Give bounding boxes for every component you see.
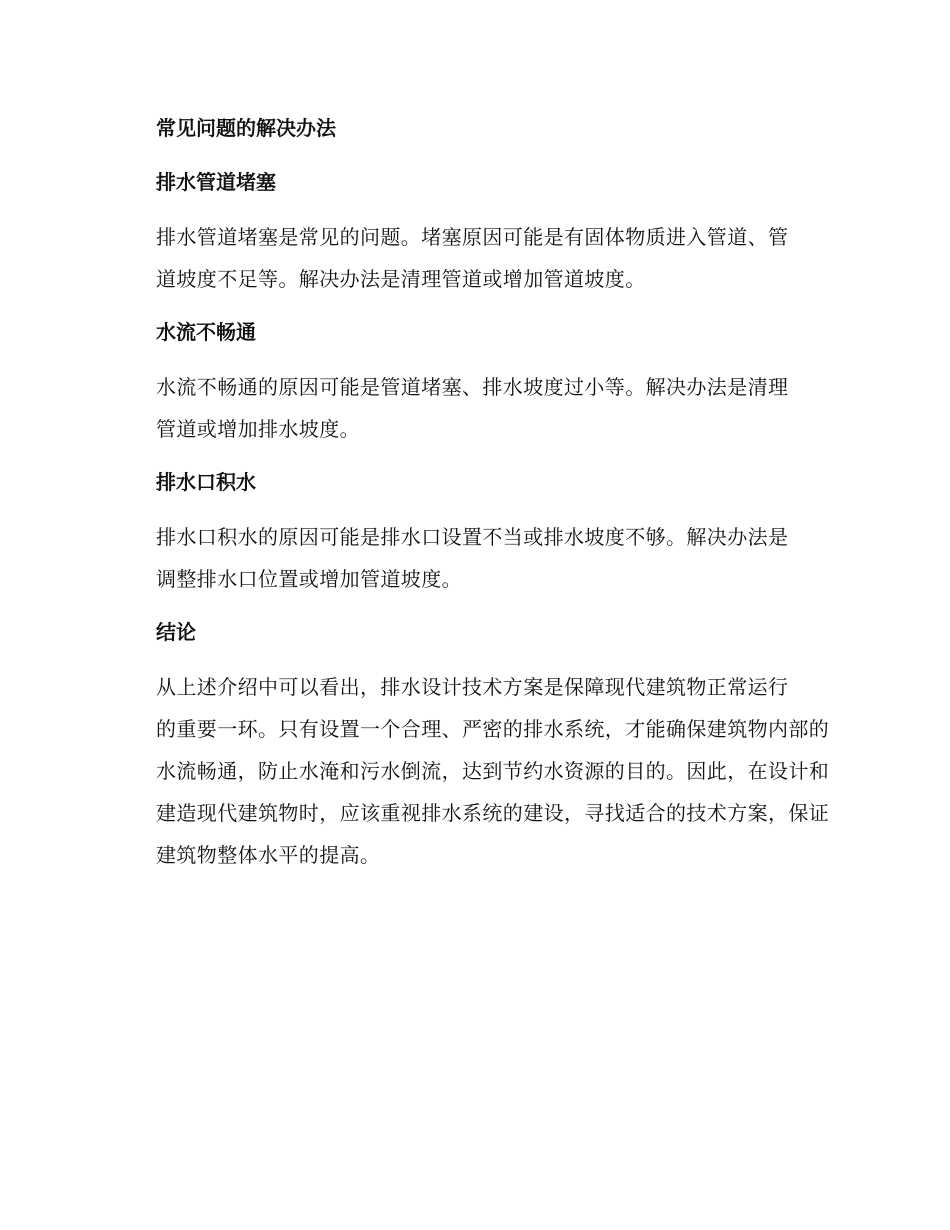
paragraph-line: 建造现代建筑物时，应该重视排水系统的建设，寻找适合的技术方案，保证 (156, 801, 830, 825)
section-heading-conclusion: 结论 (156, 620, 196, 644)
paragraph-poor-flow (112, 366, 830, 450)
paragraph-outlet-water (112, 516, 830, 600)
section-heading-problems: 常见问题的解决办法 (156, 116, 336, 140)
paragraph-line: 建筑物整体水平的提高。 (156, 843, 381, 867)
paragraph-pipe-blockage (112, 216, 830, 300)
paragraph-line: 的重要一环。只有设置一个合理、严密的排水系统，才能确保建筑物内部的 (156, 717, 830, 741)
paragraph-line: 从上述介绍中可以看出，排水设计技术方案是保障现代建筑物正常运行 (156, 675, 789, 699)
paragraph-line: 排水口积水的原因可能是排水口设置不当或排水坡度不够。解决办法是 (156, 525, 789, 549)
paragraph-line: 排水管道堵塞是常见的问题。堵塞原因可能是有固体物质进入管道、管 (156, 225, 789, 249)
paragraph-line: 管道或增加排水坡度。 (156, 417, 360, 441)
paragraph-line: 道坡度不足等。解决办法是清理管道或增加管道坡度。 (156, 267, 646, 291)
paragraph-conclusion (112, 666, 830, 876)
paragraph-line: 水流不畅通的原因可能是管道堵塞、排水坡度过小等。解决办法是清理 (156, 375, 789, 399)
paragraph-line: 调整排水口位置或增加管道坡度。 (156, 567, 462, 591)
section-heading-outlet-water: 排水口积水 (156, 470, 256, 494)
section-heading-pipe-blockage: 排水管道堵塞 (156, 170, 276, 194)
document-page (112, 108, 830, 888)
section-heading-poor-flow: 水流不畅通 (156, 320, 256, 344)
paragraph-line: 水流畅通，防止水淹和污水倒流，达到节约水资源的目的。因此，在设计和 (156, 759, 830, 783)
